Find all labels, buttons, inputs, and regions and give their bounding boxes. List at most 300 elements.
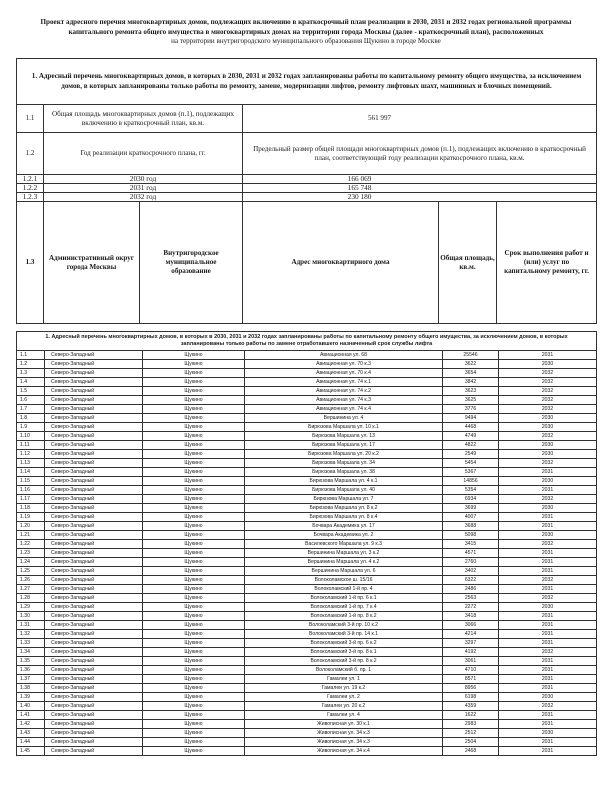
table-row [17,513,597,522]
row-year: 2032 [499,459,597,468]
table-row [17,675,597,684]
table-row [17,702,597,711]
row-address: Волоколамский 3-й пр. 8 к.1 [245,648,443,657]
row-year: 2032 [499,594,597,603]
row-okrug: Северо-Западный [45,504,143,513]
row-municipality: Щукино [143,603,245,612]
row-address: Живописная ул. 34 к.3 [245,729,443,738]
row-address: Авиационная ул. 74 к.4 [245,405,443,414]
table-row [17,630,597,639]
row-okrug: Северо-Западный [45,585,143,594]
row-1-1-label: Общая площадь многоквартирных домов (п.1), подлежащих включению в краткосрочный план, кв.м. [44,105,243,133]
row-year: 2030 [499,360,597,369]
row-municipality: Щукино [143,441,245,450]
row-okrug: Северо-Западный [45,549,143,558]
row-area: 3061 [443,657,499,666]
row-okrug: Северо-Западный [45,387,143,396]
table-row [17,396,597,405]
row-year: 2032 [499,378,597,387]
row-municipality: Щукино [143,729,245,738]
row-municipality: Щукино [143,684,245,693]
row-address: Бирюзова Маршала ул. 10 к.1 [245,423,443,432]
row-year: 2031 [499,747,597,756]
row-municipality: Щукино [143,711,245,720]
row-area: 6322 [443,576,499,585]
row-municipality: Щукино [143,504,245,513]
row-address: Бирюзова Маршала ул. 13 [245,432,443,441]
row-number: 1.4 [17,378,45,387]
row-area: 9494 [443,414,499,423]
row-address: Бирюзова Маршала ул. 8 к.4 [245,513,443,522]
row-municipality: Щукино [143,423,245,432]
row-address: Бирюзова Маршала ул. 40 [245,486,443,495]
row-number: 1.35 [17,657,45,666]
row-area: 2760 [443,558,499,567]
row-okrug: Северо-Западный [45,396,143,405]
row-year: 2031 [499,585,597,594]
row-area: 2272 [443,603,499,612]
row-year: 2031 [499,630,597,639]
row-year: 2030 [499,423,597,432]
document-page [16,18,596,756]
table-row [17,369,597,378]
row-year: 2030 [499,531,597,540]
row-address: Авиационная ул. 74 к.3 [245,396,443,405]
row-year: 2030 [499,603,597,612]
row-municipality: Щукино [143,747,245,756]
table-row [17,495,597,504]
row-number: 1.10 [17,432,45,441]
row-okrug: Северо-Западный [45,477,143,486]
row-area: 3688 [443,522,499,531]
row-area: 3625 [443,396,499,405]
row-municipality: Щукино [143,576,245,585]
row-municipality: Щукино [143,558,245,567]
year-row-label: 2031 год [44,184,243,193]
table-row [17,351,597,360]
row-municipality: Щукино [143,630,245,639]
row-address: Авиационная ул. 74 к.2 [245,387,443,396]
row-number: 1.27 [17,585,45,594]
row-address: Живописная ул. 34 к.4 [245,747,443,756]
row-okrug: Северо-Западный [45,630,143,639]
row-area: 25546 [443,351,499,360]
row-year: 2031 [499,639,597,648]
row-number: 1.20 [17,522,45,531]
title-main: Проект адресного перечня многоквартирных домов, подлежащих включению в краткосрочный план реализации в 2030, 2031 и 2032 годах региональной программы капитального ремонта общего имущества в многоквартирных домах на территории города Москвы (далее - краткосрочный план), расположенных [40,18,572,36]
row-address: Бирюзова Маршала ул. 38 [245,468,443,477]
summary-table [16,58,597,324]
row-address: Бирюзова Маршала ул. 4 к.1 [245,477,443,486]
row-okrug: Северо-Западный [45,558,143,567]
row-okrug: Северо-Западный [45,594,143,603]
document-title [16,18,596,58]
row-year: 2030 [499,414,597,423]
row-area: 2563 [443,594,499,603]
row-okrug: Северо-Западный [45,729,143,738]
row-area: 8571 [443,675,499,684]
address-list-caption: 1. Адресный перечень многоквартирных домов, в которых в 2030, 2031 и 2032 годах запланированы работы по капитальному ремонту общего имущества, за исключением домов, в которых запланированы только работы по замене отработавшего назначенный срок службы лифта [17,332,597,351]
row-number: 1.7 [17,405,45,414]
table-row [17,639,597,648]
row-address: Волоколамский 3-й пр. 14 к.1 [245,630,443,639]
row-address: Бирюзова Маршала ул. 8 к.2 [245,504,443,513]
row-number: 1.2 [17,360,45,369]
row-number: 1.16 [17,486,45,495]
row-area: 3654 [443,369,499,378]
row-area: 5098 [443,531,499,540]
row-okrug: Северо-Западный [45,351,143,360]
row-number: 1.33 [17,639,45,648]
row-okrug: Северо-Западный [45,405,143,414]
row-okrug: Северо-Западный [45,621,143,630]
table-row [17,567,597,576]
row-number: 1.30 [17,612,45,621]
row-area: 2486 [443,585,499,594]
table-row [17,558,597,567]
row-year: 2030 [499,450,597,459]
row-1-2-number: 1.2 [17,133,44,175]
table-row [17,423,597,432]
row-address: Вершинина Маршала ул. 6 [245,567,443,576]
row-municipality: Щукино [143,666,245,675]
row-okrug: Северо-Западный [45,486,143,495]
row-okrug: Северо-Западный [45,369,143,378]
row-area: 4359 [443,702,499,711]
row-okrug: Северо-Западный [45,720,143,729]
row-year: 2032 [499,540,597,549]
row-area: 2504 [443,738,499,747]
row-number: 1.22 [17,540,45,549]
row-area: 1622 [443,711,499,720]
row-address: Волоколамское ш. 15/16 [245,576,443,585]
table-row [17,720,597,729]
table-row [17,657,597,666]
row-municipality: Щукино [143,396,245,405]
row-year: 2032 [499,648,597,657]
row-number: 1.1 [17,351,45,360]
row-okrug: Северо-Западный [45,675,143,684]
row-okrug: Северо-Западный [45,603,143,612]
row-area: 4192 [443,648,499,657]
section1-heading: 1. Адресный перечень многоквартирных домов, в которых в 2030, 2031 и 2032 годах запланированы работы по капитальному ремонту общего имущества, за исключением домов, в которых запланированы только работы по ремонту, замене, модернизации лифтов, ремонту лифтовых шахт, машинных и блочных помещений. [17,59,597,105]
table-row [17,693,597,702]
row-address: Волоколамский 3-й пр. 10 к.2 [245,621,443,630]
year-row-label: 2032 год [44,193,243,202]
row-year: 2031 [499,684,597,693]
table-row [17,612,597,621]
row-municipality: Щукино [143,459,245,468]
table-row [17,414,597,423]
row-address: Вершинина Маршала ул. 4 к.2 [245,558,443,567]
row-municipality: Щукино [143,585,245,594]
row-number: 1.18 [17,504,45,513]
row-area: 3623 [443,387,499,396]
row-year: 2031 [499,711,597,720]
table-row [17,549,597,558]
row-municipality: Щукино [143,414,245,423]
row-address: Бочвара Академика ул. 2 [245,531,443,540]
row-number: 1.15 [17,477,45,486]
row-okrug: Северо-Западный [45,360,143,369]
table-row [17,684,597,693]
row-okrug: Северо-Западный [45,423,143,432]
row-okrug: Северо-Западный [45,468,143,477]
row-area: 3622 [443,360,499,369]
row-address: Волоколамский 3-й пр. 6 к.2 [245,639,443,648]
row-municipality: Щукино [143,621,245,630]
row-area: 5354 [443,486,499,495]
row-year: 2031 [499,657,597,666]
row-address: Вершинина ул. 4 [245,414,443,423]
row-okrug: Северо-Западный [45,540,143,549]
row-number: 1.25 [17,567,45,576]
table-row [17,486,597,495]
table-row [17,711,597,720]
row-address: Живописная ул. 34 к.3 [245,738,443,747]
row-area: 3842 [443,378,499,387]
row-address: Авиационная ул. 70 к.4 [245,369,443,378]
table-row [17,378,597,387]
row-okrug: Северо-Западный [45,693,143,702]
year-row-label: 2030 год [44,175,243,184]
row-area: 3066 [443,621,499,630]
row-number: 1.42 [17,720,45,729]
row-municipality: Щукино [143,369,245,378]
row-area: 6934 [443,495,499,504]
row-area: 4007 [443,513,499,522]
year-row-number: 1.2.1 [17,175,44,184]
row-number: 1.43 [17,729,45,738]
row-year: 2031 [499,738,597,747]
row-municipality: Щукино [143,450,245,459]
row-area: 4214 [443,630,499,639]
table-row [17,432,597,441]
row-number: 1.11 [17,441,45,450]
row-okrug: Северо-Западный [45,702,143,711]
table-row [17,738,597,747]
row-municipality: Щукино [143,531,245,540]
row-year: 2031 [499,549,597,558]
row-number: 1.34 [17,648,45,657]
row-municipality: Щукино [143,648,245,657]
table-row [17,405,597,414]
row-area: 3776 [443,405,499,414]
row-municipality: Щукино [143,360,245,369]
row-municipality: Щукино [143,486,245,495]
row-okrug: Северо-Западный [45,450,143,459]
row-area: 2983 [443,720,499,729]
row-year: 2032 [499,405,597,414]
row-okrug: Северо-Западный [45,639,143,648]
table-row [17,441,597,450]
row-area: 14856 [443,477,499,486]
row-number: 1.9 [17,423,45,432]
row-address: Гамалеи ул. 19 к.2 [245,684,443,693]
row-year: 2032 [499,702,597,711]
row-year: 2031 [499,621,597,630]
row-okrug: Северо-Западный [45,747,143,756]
row-municipality: Щукино [143,477,245,486]
row-number: 1.17 [17,495,45,504]
row-number: 1.32 [17,630,45,639]
row-municipality: Щукино [143,738,245,747]
row-municipality: Щукино [143,693,245,702]
row-address: Гамалеи ул. 2 [245,693,443,702]
row-okrug: Северо-Западный [45,711,143,720]
table-row [17,747,597,756]
row-number: 1.44 [17,738,45,747]
table-row [17,666,597,675]
row-address: Авиационная ул. 74 к.1 [245,378,443,387]
row-address: Волоколамский б. пр. 1 [245,666,443,675]
table-row [17,387,597,396]
row-number: 1.28 [17,594,45,603]
row-number: 1.14 [17,468,45,477]
row-area: 3415 [443,540,499,549]
row-year: 2031 [499,558,597,567]
table-row [17,459,597,468]
row-year: 2032 [499,387,597,396]
row-address: Бирюзова Маршала ул. 34 [245,459,443,468]
row-okrug: Северо-Западный [45,531,143,540]
row-1-1-value: 561 997 [243,105,597,133]
row-year: 2032 [499,369,597,378]
year-row-value: 230 180 [243,193,597,202]
row-year: 2031 [499,720,597,729]
row-municipality: Щукино [143,567,245,576]
table-row [17,576,597,585]
table-row [17,594,597,603]
row-year: 2031 [499,522,597,531]
row-number: 1.36 [17,666,45,675]
row-number: 1.21 [17,531,45,540]
row-number: 1.12 [17,450,45,459]
row-1-3-number: 1.3 [17,202,44,324]
table-row [17,729,597,738]
row-area: 4710 [443,666,499,675]
row-municipality: Щукино [143,522,245,531]
row-address: Бочвара Академика ул. 17 [245,522,443,531]
row-municipality: Щукино [143,432,245,441]
row-year: 2031 [499,468,597,477]
table-row [17,468,597,477]
row-okrug: Северо-Западный [45,513,143,522]
row-area: 2468 [443,747,499,756]
row-okrug: Северо-Западный [45,459,143,468]
row-year: 2031 [499,486,597,495]
row-municipality: Щукино [143,387,245,396]
row-okrug: Северо-Западный [45,684,143,693]
row-address: Гамалеи ул. 20 к.2 [245,702,443,711]
row-year: 2031 [499,567,597,576]
row-okrug: Северо-Западный [45,441,143,450]
row-area: 8956 [443,684,499,693]
row-municipality: Щукино [143,612,245,621]
row-okrug: Северо-Западный [45,522,143,531]
row-address: Волоколамский 3-й пр. 8 к.2 [245,657,443,666]
table-row [17,585,597,594]
row-okrug: Северо-Западный [45,612,143,621]
row-municipality: Щукино [143,549,245,558]
row-area: 3297 [443,639,499,648]
row-area: 4468 [443,423,499,432]
table-row [17,621,597,630]
row-number: 1.40 [17,702,45,711]
row-okrug: Северо-Западный [45,576,143,585]
table-row [17,450,597,459]
table-row [17,504,597,513]
table-row [17,360,597,369]
row-okrug: Северо-Западный [45,378,143,387]
address-list-table [16,331,597,756]
row-address: Вершинина Маршала ул. 3 к.2 [245,549,443,558]
row-1-2-value: Предельный размер общей площади многоквартирных домов (п.1), подлежащих включению в краткосрочный план, соответствующий году реализации краткосрочного плана, кв.м. [243,133,597,175]
year-row-number: 1.2.3 [17,193,44,202]
row-municipality: Щукино [143,639,245,648]
row-municipality: Щукино [143,657,245,666]
row-year: 2030 [499,441,597,450]
row-area: 3699 [443,504,499,513]
row-year: 2031 [499,351,597,360]
row-municipality: Щукино [143,675,245,684]
row-year: 2030 [499,477,597,486]
row-year: 2032 [499,432,597,441]
row-address: Василевского Маршала ул. 9 к.3 [245,540,443,549]
column-header-area: Общая площадь, кв.м. [439,202,497,324]
table-row [17,540,597,549]
row-number: 1.29 [17,603,45,612]
row-area: 5367 [443,468,499,477]
year-row-value: 166 069 [243,175,597,184]
row-okrug: Северо-Западный [45,567,143,576]
row-area: 2549 [443,450,499,459]
row-year: 2032 [499,396,597,405]
table-row [17,531,597,540]
column-header-okrug: Административный округ города Москвы [44,202,140,324]
table-row [17,477,597,486]
row-number: 1.39 [17,693,45,702]
row-address: Бирюзова Маршала ул. 20 к.2 [245,450,443,459]
row-okrug: Северо-Западный [45,666,143,675]
row-area: 3402 [443,567,499,576]
column-header-municipality: Внутригородское муниципальное образование [140,202,243,324]
column-header-term: Срок выполнения работ и (или) услуг по капитальному ремонту, гг. [497,202,597,324]
row-municipality: Щукино [143,351,245,360]
row-municipality: Щукино [143,594,245,603]
row-okrug: Северо-Западный [45,495,143,504]
row-okrug: Северо-Западный [45,738,143,747]
row-municipality: Щукино [143,378,245,387]
row-address: Гамалеи ул. 1 [245,675,443,684]
row-address: Авиационная ул. 70 к.3 [245,360,443,369]
row-address: Волоколамский 1-й пр. 4 [245,585,443,594]
row-number: 1.45 [17,747,45,756]
row-number: 1.8 [17,414,45,423]
row-number: 1.5 [17,387,45,396]
row-number: 1.31 [17,621,45,630]
row-area: 6198 [443,693,499,702]
row-number: 1.23 [17,549,45,558]
row-year: 2031 [499,675,597,684]
row-year: 2031 [499,612,597,621]
row-okrug: Северо-Западный [45,432,143,441]
row-area: 4822 [443,441,499,450]
row-year: 2030 [499,729,597,738]
row-1-1-number: 1.1 [17,105,44,133]
year-row-value: 165 748 [243,184,597,193]
row-municipality: Щукино [143,405,245,414]
